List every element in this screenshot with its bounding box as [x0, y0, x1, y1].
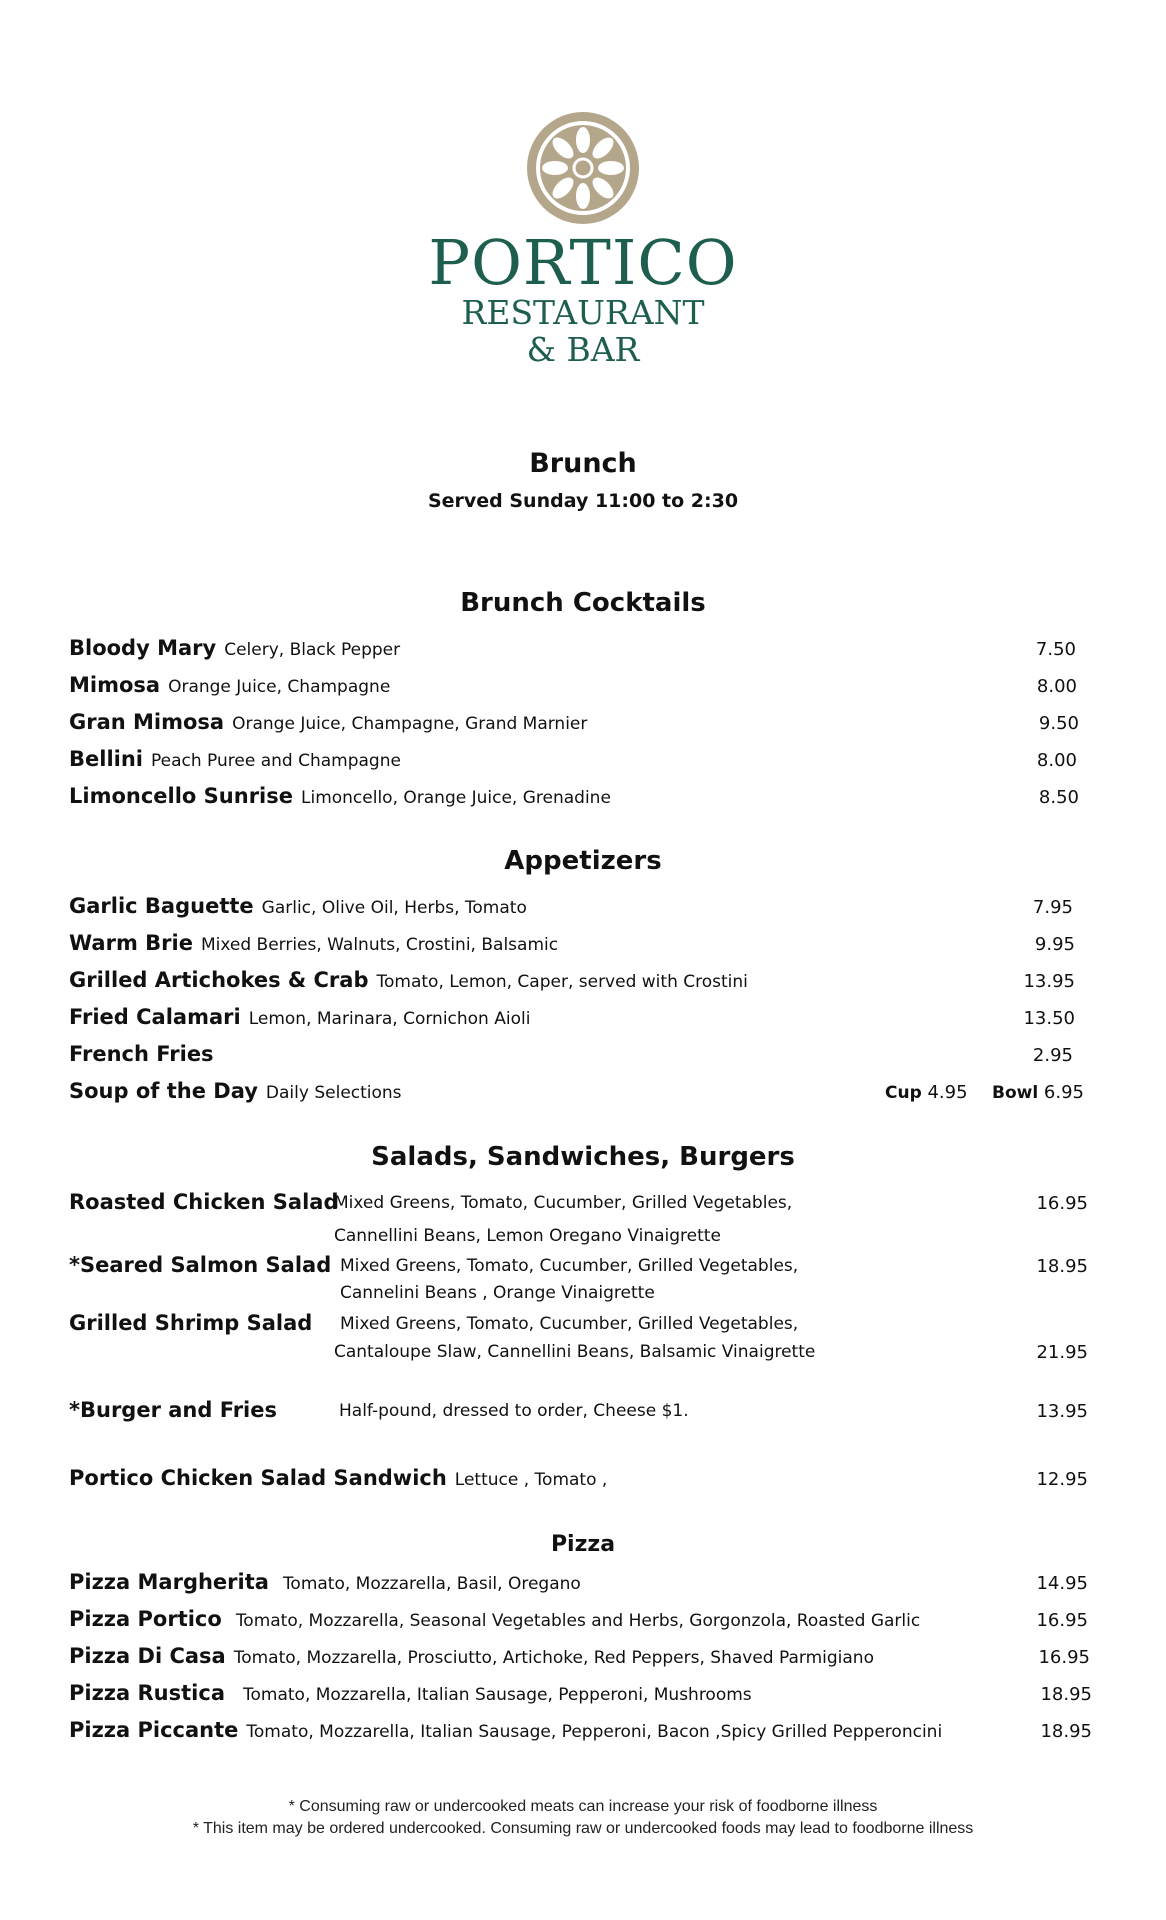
item-price: 16.95	[1038, 1647, 1090, 1668]
footnote-raw-meat-warning: * Consuming raw or undercooked meats can increase your risk of foodborne illness	[288, 1798, 878, 1815]
item-description: Limoncello, Orange Juice, Grenadine	[301, 788, 611, 808]
item-name: Fried Calamari	[69, 1005, 241, 1029]
menu-item-seared-salmon-salad	[69, 1253, 331, 1277]
item-name: Soup of the Day	[69, 1079, 258, 1103]
item-name: Roasted Chicken Salad	[69, 1190, 339, 1214]
item-name: Warm Brie	[69, 931, 193, 955]
item-name: Grilled Shrimp Salad	[69, 1311, 313, 1335]
item-name: Bellini	[69, 747, 143, 771]
item-price: 12.95	[1036, 1469, 1088, 1490]
item-name: Pizza Di Casa	[69, 1644, 226, 1668]
logo-name: PORTICO	[428, 226, 738, 299]
menu-item-bloody-mary	[69, 636, 400, 660]
item-name: Grilled Artichokes & Crab	[69, 968, 369, 992]
item-description: Orange Juice, Champagne, Grand Marnier	[232, 714, 588, 734]
logo-line-restaurant: RESTAURANT	[461, 293, 705, 332]
item-price: 18.95	[1040, 1684, 1092, 1705]
menu-item-pizza-rustica	[69, 1681, 752, 1705]
item-name: Pizza Portico	[69, 1607, 222, 1631]
item-name: Pizza Rustica	[69, 1681, 225, 1705]
item-description-cont: Cannelini Beans , Orange Vinaigrette	[340, 1283, 655, 1303]
menu-item-roasted-chicken-salad	[69, 1190, 339, 1214]
soup-bowl-price	[992, 1082, 1084, 1103]
item-price: 8.00	[1036, 750, 1077, 771]
menu-title: Brunch	[529, 448, 637, 479]
menu-item-french-fries	[69, 1042, 214, 1066]
menu-item-chicken-salad-sandwich	[69, 1466, 607, 1490]
item-description: Mixed Greens, Tomato, Cucumber, Grilled Vegetables,	[340, 1314, 799, 1334]
item-description-cont: Cantaloupe Slaw, Cannellini Beans, Balsamic Vinaigrette	[334, 1342, 816, 1362]
item-description: Tomato, Mozzarella, Italian Sausage, Pepperoni, Bacon ,Spicy Grilled Pepperoncini	[246, 1722, 943, 1742]
item-description: Lemon, Marinara, Cornichon Aioli	[248, 1009, 531, 1029]
item-name: Mimosa	[69, 673, 161, 697]
section-title-cocktails: Brunch Cocktails	[460, 588, 706, 618]
item-name: Pizza Margherita	[69, 1570, 269, 1594]
soup-cup-price	[885, 1082, 968, 1103]
item-description: Peach Puree and Champagne	[151, 751, 401, 771]
item-description: Lettuce , Tomato ,	[454, 1470, 608, 1490]
item-price: 18.95	[1036, 1256, 1088, 1277]
item-description: Tomato, Mozzarella, Basil, Oregano	[282, 1574, 581, 1594]
menu-item-grilled-artichokes-crab	[69, 968, 748, 992]
item-name: *Seared Salmon Salad	[69, 1253, 332, 1277]
menu-item-soup-of-the-day	[69, 1079, 402, 1103]
bowl-label: Bowl	[992, 1083, 1039, 1103]
menu-item-warm-brie	[69, 931, 558, 955]
item-description: Daily Selections	[265, 1083, 402, 1103]
menu-item-grilled-shrimp-salad	[69, 1311, 312, 1335]
item-price: 16.95	[1036, 1193, 1088, 1214]
menu-item-garlic-baguette	[69, 894, 527, 918]
item-description: Mixed Greens, Tomato, Cucumber, Grilled Vegetables,	[340, 1256, 799, 1276]
item-description: Tomato, Mozzarella, Seasonal Vegetables and Herbs, Gorgonzola, Roasted Garlic	[235, 1611, 921, 1631]
item-price: 7.95	[1032, 897, 1073, 918]
bowl-price: 6.95	[1043, 1082, 1084, 1103]
item-price: 7.50	[1035, 639, 1076, 660]
menu-item-bellini	[69, 747, 401, 771]
item-price: 8.50	[1038, 787, 1079, 808]
cup-price: 4.95	[927, 1082, 968, 1103]
item-name: *Burger and Fries	[69, 1398, 278, 1422]
rosette-emblem-icon	[525, 110, 641, 226]
item-name: Portico Chicken Salad Sandwich	[69, 1466, 447, 1490]
menu-item-fried-calamari	[69, 1005, 530, 1029]
item-name: French Fries	[69, 1042, 214, 1066]
item-description: Tomato, Lemon, Caper, served with Crostini	[376, 972, 748, 992]
menu-item-gran-mimosa	[69, 710, 587, 734]
menu-item-pizza-portico	[69, 1607, 920, 1631]
item-description: Orange Juice, Champagne	[168, 677, 391, 697]
item-name: Pizza Piccante	[69, 1718, 239, 1742]
menu-item-pizza-margherita	[69, 1570, 581, 1594]
item-name: Gran Mimosa	[69, 710, 225, 734]
section-title-salads: Salads, Sandwiches, Burgers	[371, 1142, 795, 1172]
cup-label: Cup	[885, 1083, 922, 1103]
item-name: Limoncello Sunrise	[69, 784, 293, 808]
item-description: Celery, Black Pepper	[224, 640, 401, 660]
item-price: 13.95	[1036, 1401, 1088, 1422]
item-price: 16.95	[1036, 1610, 1088, 1631]
menu-item-mimosa	[69, 673, 390, 697]
item-name: Bloody Mary	[69, 636, 217, 660]
item-price: 8.00	[1036, 676, 1077, 697]
menu-item-limoncello-sunrise	[69, 784, 611, 808]
item-description: Garlic, Olive Oil, Herbs, Tomato	[261, 898, 527, 918]
item-description: Tomato, Mozzarella, Italian Sausage, Pepperoni, Mushrooms	[243, 1685, 752, 1705]
item-description-cont: Cannellini Beans, Lemon Oregano Vinaigrette	[334, 1226, 721, 1246]
item-price: 18.95	[1040, 1721, 1092, 1742]
item-price: 14.95	[1036, 1573, 1088, 1594]
item-price: 13.50	[1023, 1008, 1075, 1029]
section-title-appetizers: Appetizers	[504, 846, 662, 876]
menu-item-pizza-piccante	[69, 1718, 942, 1742]
item-price: 2.95	[1032, 1045, 1073, 1066]
section-title-pizza: Pizza	[550, 1532, 616, 1557]
served-hours: Served Sunday 11:00 to 2:30	[427, 490, 739, 512]
logo-line-bar: & BAR	[526, 330, 640, 369]
item-price: 9.50	[1038, 713, 1079, 734]
item-description: Mixed Greens, Tomato, Cucumber, Grilled Vegetables,	[334, 1193, 793, 1213]
item-price: 13.95	[1023, 971, 1075, 992]
restaurant-logo	[0, 110, 1166, 368]
item-description: Half-pound, dressed to order, Cheese $1.	[339, 1401, 689, 1421]
footnote-undercooked-warning: * This item may be ordered undercooked. Consuming raw or undercooked foods may lead to foodborne illness	[192, 1820, 974, 1837]
item-description: Mixed Berries, Walnuts, Crostini, Balsamic	[200, 935, 559, 955]
item-description: Tomato, Mozzarella, Prosciutto, Artichoke, Red Peppers, Shaved Parmigiano	[233, 1648, 874, 1668]
menu-item-burger-and-fries	[69, 1398, 277, 1422]
menu-item-pizza-di-casa	[69, 1644, 874, 1668]
item-price: 9.95	[1034, 934, 1075, 955]
item-price: 21.95	[1036, 1342, 1088, 1363]
item-name: Garlic Baguette	[69, 894, 254, 918]
